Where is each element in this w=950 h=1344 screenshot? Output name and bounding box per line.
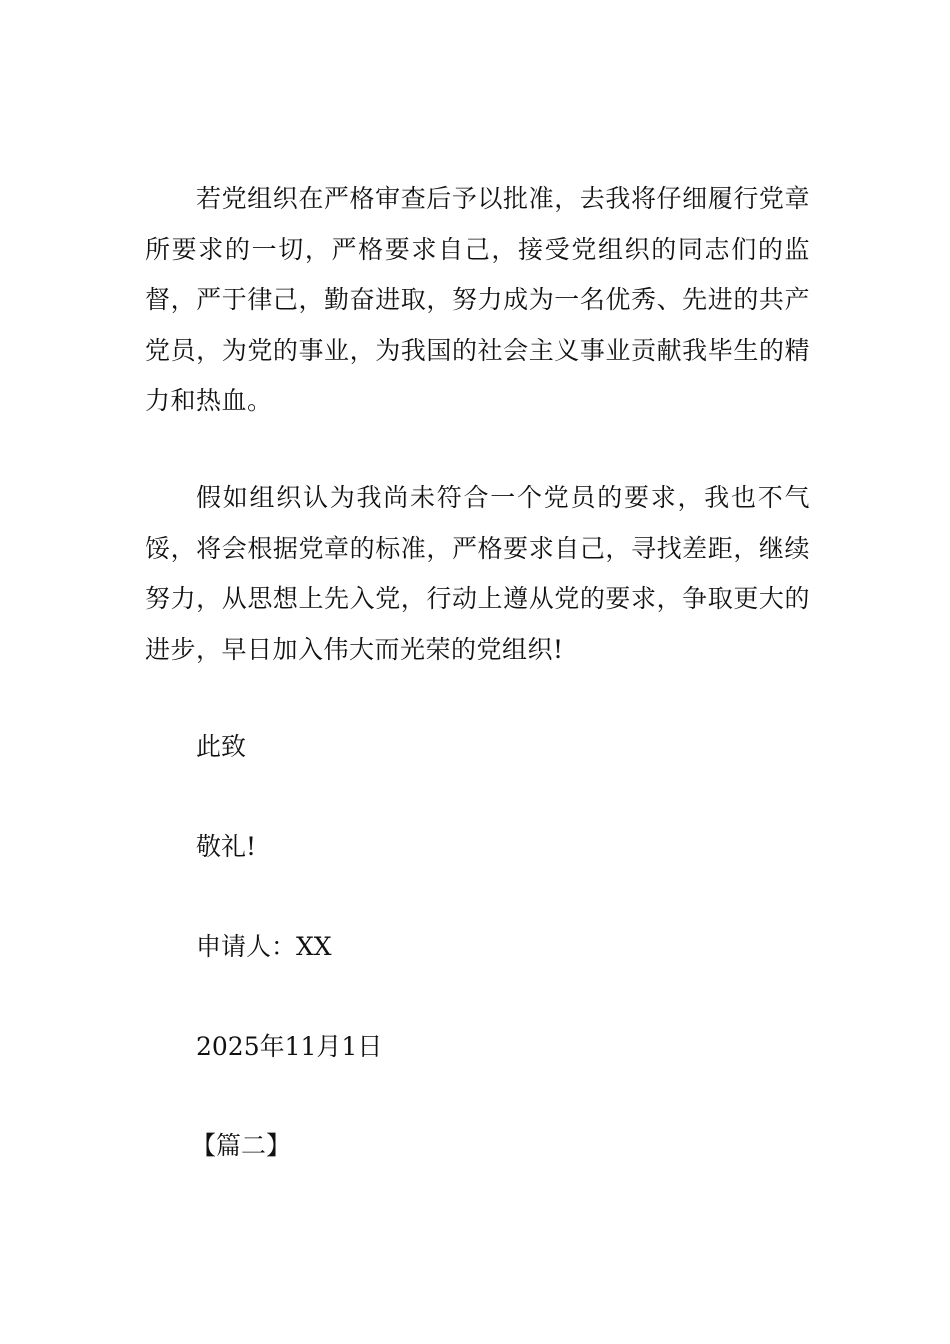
- closing-phrase: 此致: [196, 732, 247, 761]
- letter-date: 2025年11月1日: [196, 1032, 383, 1061]
- section-heading: 【篇二】: [191, 1131, 292, 1160]
- salutation: 敬礼!: [196, 832, 257, 861]
- body-paragraph-rejection: 假如组织认为我尚未符合一个党员的要求，我也不气馁，将会根据党章的标准，严格要求自己，寻找差距，继续努力，从思想上先入党，行动上遵从党的要求，争取更大的进步，早日加入伟大而光荣的党组织!: [145, 483, 810, 664]
- applicant-signature: 申请人：XX: [196, 932, 332, 961]
- body-paragraph-approval: 若党组织在严格审查后予以批准，去我将仔细履行党章所要求的一切，严格要求自己，接受党组织的同志们的监督，严于律己，勤奋进取，努力成为一名优秀、先进的共产党员，为党的事业，为我国的社会主义事业贡献我毕生的精力和热血。: [145, 184, 810, 416]
